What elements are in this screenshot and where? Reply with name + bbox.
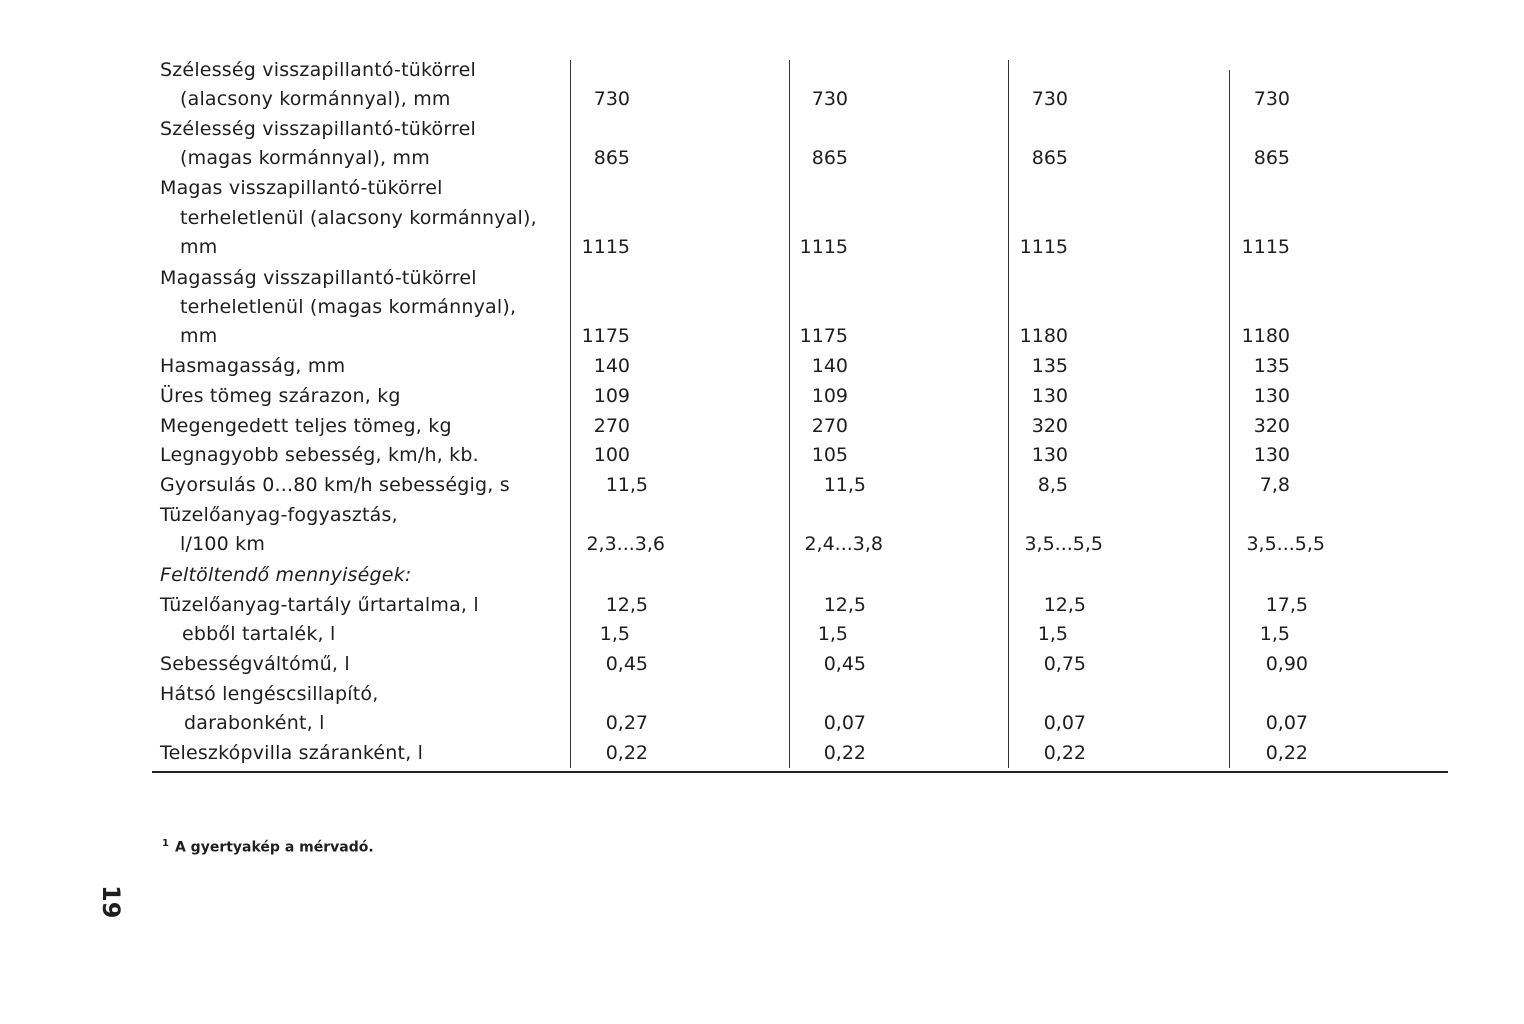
cell-value: 135	[1253, 355, 1290, 377]
cell-value: 109	[811, 385, 848, 407]
row-label: Sebességváltómű, l	[160, 653, 350, 675]
row-label: mm	[180, 236, 218, 258]
cell-value: 0,27	[605, 712, 648, 734]
cell-value: 17,5	[1265, 594, 1308, 616]
row-label: Gyorsulás 0...80 km/h sebességig, s	[160, 474, 510, 496]
row-label: Teleszkópvilla száranként, l	[160, 742, 424, 764]
row-label: Szélesség visszapillantó-tükörrel	[160, 59, 476, 81]
row-label: l/100 km	[180, 533, 266, 555]
footnote-text: A gyertyakép a mérvadó.	[174, 839, 374, 856]
cell-value: 865	[811, 147, 848, 169]
row-label: mm	[180, 325, 218, 347]
cell-value: 0,07	[1043, 712, 1086, 734]
row-label: Legnagyobb sebesség, km/h, kb.	[160, 444, 479, 466]
cell-value: 0,90	[1265, 653, 1308, 675]
cell-value: 1,5	[1259, 623, 1290, 645]
row-label: ebből tartalék, l	[182, 623, 336, 645]
cell-value: 11,5	[823, 474, 866, 496]
cell-value: 730	[593, 88, 630, 110]
cell-value: 0,07	[823, 712, 866, 734]
cell-value: 320	[1253, 415, 1290, 437]
cell-value: 0,75	[1043, 653, 1086, 675]
row-label: Magasság visszapillantó-tükörrel	[160, 267, 477, 289]
row-label: Magas visszapillantó-tükörrel	[160, 177, 443, 199]
cell-value: 1180	[1019, 325, 1068, 347]
cell-value: 109	[593, 385, 630, 407]
cell-value: 0,22	[823, 742, 866, 764]
cell-value: 865	[1031, 147, 1068, 169]
cell-value: 320	[1031, 415, 1068, 437]
row-label: Tüzelőanyag-tartály űrtartalma, l	[160, 594, 479, 616]
cell-value: 0,22	[1043, 742, 1086, 764]
row-label: Hátsó lengéscsillapító,	[160, 683, 379, 705]
footnote	[162, 838, 374, 856]
cell-value: 1115	[1019, 236, 1068, 258]
row-label: (magas kormánnyal), mm	[180, 147, 430, 169]
cell-value: 130	[1031, 444, 1068, 466]
cell-value: 11,5	[605, 474, 648, 496]
cell-value: 130	[1253, 444, 1290, 466]
cell-value: 0,07	[1265, 712, 1308, 734]
cell-value: 130	[1253, 385, 1290, 407]
cell-value: 140	[811, 355, 848, 377]
cell-value: 730	[1031, 88, 1068, 110]
row-label: darabonként, l	[184, 712, 325, 734]
cell-value: 12,5	[605, 594, 648, 616]
row-label: (alacsony kormánnyal), mm	[180, 88, 451, 110]
cell-value: 1,5	[817, 623, 848, 645]
cell-value: 0,45	[823, 653, 866, 675]
cell-value: 865	[593, 147, 630, 169]
cell-value: 7,8	[1259, 474, 1290, 496]
row-label: Feltöltendő mennyiségek:	[160, 564, 412, 586]
cell-value: 3,5...5,5	[1246, 533, 1325, 555]
row-label: terheletlenül (alacsony kormánnyal),	[180, 207, 537, 229]
cell-value: 1175	[799, 325, 848, 347]
cell-value: 12,5	[823, 594, 866, 616]
cell-value: 100	[593, 444, 630, 466]
row-label: Tüzelőanyag-fogyasztás,	[160, 504, 398, 526]
column-divider	[570, 60, 571, 768]
cell-value: 0,45	[605, 653, 648, 675]
page-number: 19	[97, 885, 125, 919]
row-label: terheletlenül (magas kormánnyal),	[180, 296, 517, 318]
cell-value: 12,5	[1043, 594, 1086, 616]
column-divider	[1008, 60, 1009, 768]
cell-value: 130	[1031, 385, 1068, 407]
cell-value: 0,22	[1265, 742, 1308, 764]
table-bottom-rule	[152, 771, 1448, 773]
column-divider	[789, 60, 790, 768]
cell-value: 0,22	[605, 742, 648, 764]
cell-value: 730	[1253, 88, 1290, 110]
cell-value: 270	[811, 415, 848, 437]
cell-value: 105	[811, 444, 848, 466]
row-label: Hasmagasság, mm	[160, 355, 346, 377]
cell-value: 8,5	[1037, 474, 1068, 496]
cell-value: 730	[811, 88, 848, 110]
row-label: Szélesség visszapillantó-tükörrel	[160, 118, 476, 140]
cell-value: 1180	[1241, 325, 1290, 347]
cell-value: 1,5	[599, 623, 630, 645]
cell-value: 3,5...5,5	[1024, 533, 1103, 555]
cell-value: 1175	[581, 325, 630, 347]
cell-value: 1115	[581, 236, 630, 258]
cell-value: 1115	[799, 236, 848, 258]
cell-value: 135	[1031, 355, 1068, 377]
cell-value: 2,3...3,6	[586, 533, 665, 555]
cell-value: 270	[593, 415, 630, 437]
cell-value: 1,5	[1037, 623, 1068, 645]
footnote-marker: 1	[162, 838, 169, 849]
row-label: Megengedett teljes tömeg, kg	[160, 415, 452, 437]
cell-value: 865	[1253, 147, 1290, 169]
row-label: Üres tömeg szárazon, kg	[160, 385, 401, 407]
cell-value: 1115	[1241, 236, 1290, 258]
cell-value: 140	[593, 355, 630, 377]
cell-value: 2,4...3,8	[804, 533, 883, 555]
column-divider	[1229, 70, 1230, 768]
